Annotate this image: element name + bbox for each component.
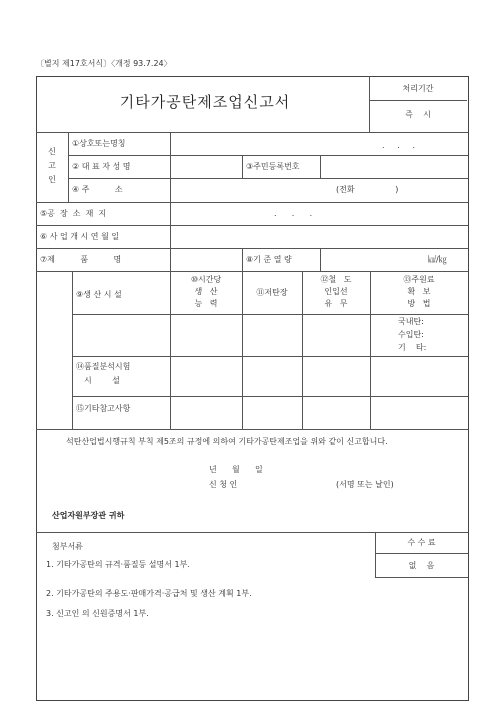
- divider: [369, 100, 467, 101]
- divider: [375, 577, 468, 578]
- domestic-coal-label: 국내탄:: [398, 317, 424, 326]
- divider: [72, 356, 468, 357]
- attachments-heading: 첨부서류: [52, 542, 83, 551]
- divider: [36, 271, 468, 272]
- divider: [68, 178, 468, 179]
- rail-siding-label-3: 유 무: [324, 299, 348, 308]
- lab-facility-label-2: 시 설: [84, 376, 120, 385]
- applicant-side-label-1: 신: [48, 147, 56, 156]
- divider: [170, 225, 171, 248]
- declaration-text: 석탄산업법시행규칙 부칙 제5조의 규정에 의하여 기타가공탄제조업을 위와 같이 신고합니다.: [66, 437, 388, 446]
- factory-location-placeholder: . . .: [274, 209, 313, 218]
- divider: [36, 532, 468, 533]
- fee-value: 없 음: [408, 561, 435, 570]
- start-date-label: ⑥ 사 업 개 시 연 월 일: [40, 232, 120, 241]
- divider: [72, 271, 73, 429]
- imported-coal-label: 수입탄:: [398, 330, 424, 339]
- hourly-capacity-label-3: 능 력: [194, 299, 218, 308]
- divider: [72, 314, 468, 315]
- applicant-side-label-2: 고: [48, 161, 56, 170]
- processing-period-value: 즉 시: [405, 110, 431, 119]
- hourly-capacity-label-1: ⑩시간당: [190, 275, 222, 284]
- divider: [170, 132, 171, 202]
- factory-location-label: ⑤공 장 소 재 지: [40, 209, 107, 218]
- divider: [320, 248, 321, 271]
- coal-storage-label: ⑪저탄장: [256, 288, 288, 297]
- divider: [36, 202, 468, 203]
- divider: [170, 248, 171, 271]
- raw-coal-label-3: 방 법: [407, 299, 431, 308]
- address-label: ④ 주 소: [72, 185, 123, 194]
- signature-note: (서명 또는 날인): [336, 480, 394, 489]
- rail-siding-label-2: 인입선: [324, 287, 348, 296]
- processing-period-label: 처리기간: [402, 84, 434, 93]
- recipient: 산업자원부장관 귀하: [52, 511, 125, 520]
- divider: [320, 155, 321, 178]
- business-date-placeholder: . . .: [382, 141, 416, 150]
- calorie-unit: ㎉/㎏: [428, 255, 447, 264]
- business-name-label: ①상호또는명칭: [72, 139, 126, 148]
- hourly-capacity-label-2: 생 산: [194, 287, 218, 296]
- lab-facility-label-1: ⑭품질분석시험: [76, 362, 131, 371]
- production-facility-label: ⑨생 산 시 설: [76, 290, 122, 299]
- divider: [36, 429, 468, 430]
- attachment-item-3: 3. 신고인 의 신원증명서 1부.: [46, 609, 149, 618]
- divider: [72, 396, 468, 397]
- applicant-signature-label: 신 청 인: [209, 480, 238, 489]
- divider: [242, 155, 243, 178]
- calorie-label: ⑧기 준 열 량: [246, 255, 292, 264]
- form-title: 기타가공탄제조업신고서: [119, 93, 291, 111]
- divider: [68, 155, 468, 156]
- product-name-label: ⑦제 품 명: [40, 255, 122, 264]
- attachment-item-1: 1. 기타가공탄의 규격·품질등 설명서 1부.: [46, 560, 190, 569]
- divider: [375, 553, 468, 554]
- divider: [36, 225, 468, 226]
- divider: [36, 248, 468, 249]
- fee-label: 수 수 료: [407, 538, 436, 547]
- phone-label: (전화 ): [336, 185, 399, 194]
- rail-siding-label-1: ⑫철 도: [320, 275, 352, 284]
- divider: [68, 132, 69, 202]
- raw-coal-label-1: ⑬주원료: [403, 275, 435, 284]
- divider: [36, 132, 468, 133]
- divider: [242, 248, 243, 271]
- declaration-date: 년 월 일: [209, 465, 263, 474]
- raw-coal-label-2: 확 보: [407, 287, 431, 296]
- other-coal-label: 기 타:: [398, 343, 427, 352]
- attachment-item-2: 2. 기타가공탄의 주용도·판매가격·공급처 및 생산 계획 1부.: [46, 589, 252, 598]
- applicant-side-label-3: 인: [48, 175, 56, 184]
- resident-number-label: ③주민등록번호: [246, 162, 300, 171]
- representative-label: ② 대 표 자 성 명: [72, 162, 131, 171]
- other-notes-label: ⑮기타참고사항: [76, 404, 131, 413]
- divider: [170, 202, 171, 225]
- form-reference: 〔별지 제17호서식〕〈개정 93.7.24〉: [36, 59, 172, 68]
